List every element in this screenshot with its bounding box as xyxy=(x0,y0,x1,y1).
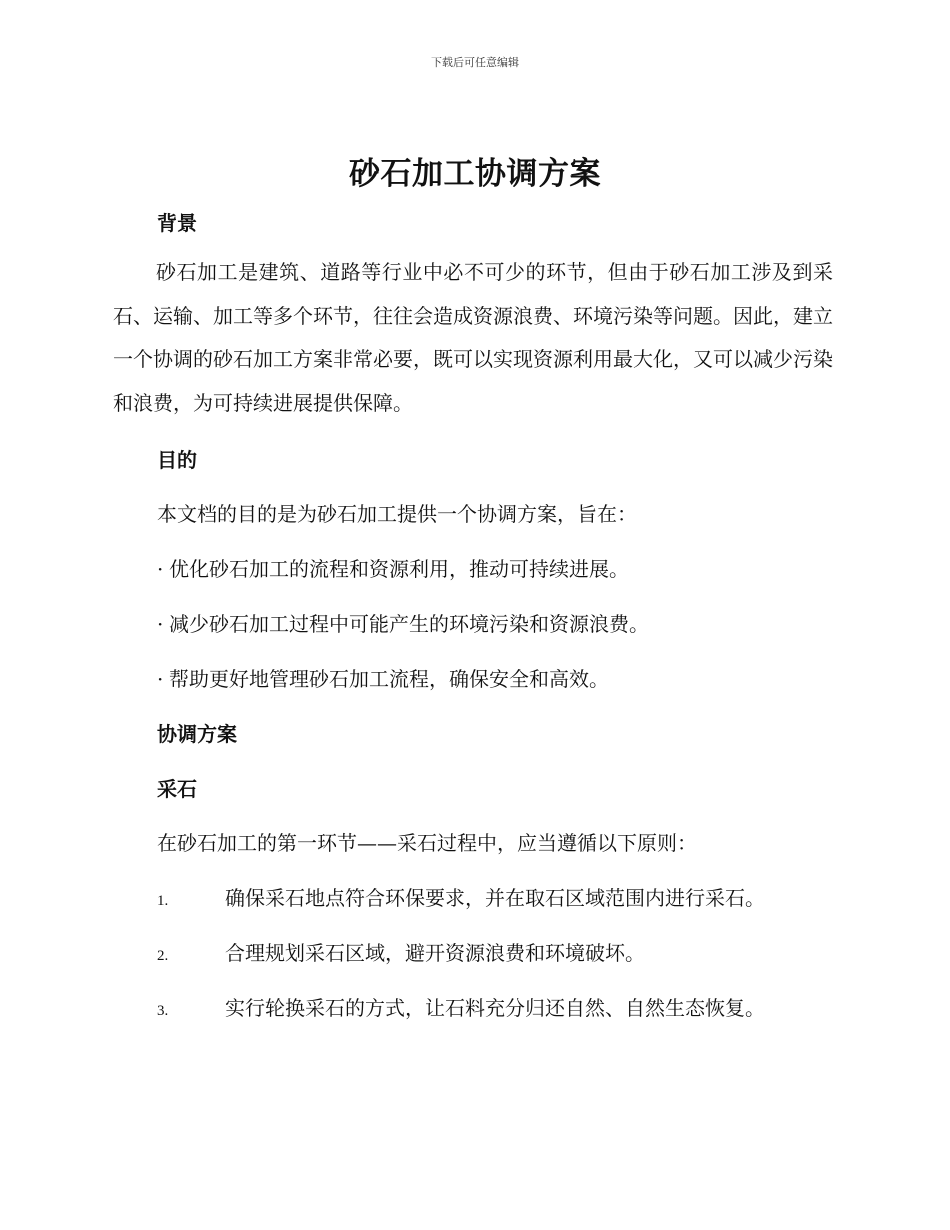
numbered-item xyxy=(157,992,765,1021)
numbered-item xyxy=(157,882,765,911)
purpose-intro: 本文档的目的是为砂石加工提供一个协调方案，旨在： xyxy=(157,502,637,526)
purpose-bullet-item xyxy=(157,608,649,637)
bullet-text: 减少砂石加工过程中可能产生的环境污染和资源浪费。 xyxy=(169,612,649,636)
bullet-text: 优化砂石加工的流程和资源利用，推动可持续进展。 xyxy=(169,557,629,581)
numbered-item xyxy=(157,937,645,966)
background-paragraph: 砂石加工是建筑、道路等行业中必不可少的环节，但由于砂石加工涉及到采石、运输、加工等多个环节，往往会造成资源浪费、环境污染等问题。因此，建立一个协调的砂石加工方案非常必要，既可以实现资源利用最大化，又可以减少污染和浪费，为可持续进展提供保障。 xyxy=(113,260,833,415)
document-title: 砂石加工协调方案 xyxy=(349,156,601,192)
section-heading-background: 背景 xyxy=(157,211,197,235)
quarrying-intro: 在砂石加工的第一环节——采石过程中，应当遵循以下原则： xyxy=(157,831,697,855)
item-text: 实行轮换采石的方式，让石料充分归还自然、自然生态恢复。 xyxy=(225,996,765,1020)
bullet-text: 帮助更好地管理砂石加工流程，确保安全和高效。 xyxy=(169,667,609,691)
item-number: 1. xyxy=(157,893,169,909)
bullet-dot: · xyxy=(157,667,164,691)
item-text: 确保采石地点符合环保要求，并在取石区域范围内进行采石。 xyxy=(225,886,765,910)
header-note: 下载后可任意编辑 xyxy=(431,56,519,69)
item-number: 2. xyxy=(157,948,169,964)
item-text: 合理规划采石区域，避开资源浪费和环境破坏。 xyxy=(225,941,645,965)
section-heading-plan: 协调方案 xyxy=(157,722,237,746)
item-number: 3. xyxy=(157,1003,169,1019)
purpose-bullet-item xyxy=(157,663,609,692)
purpose-bullet-item xyxy=(157,553,629,582)
section-heading-purpose: 目的 xyxy=(157,448,197,472)
bullet-dot: · xyxy=(157,557,164,581)
section-heading-quarrying: 采石 xyxy=(157,777,197,801)
bullet-dot: · xyxy=(157,612,164,636)
